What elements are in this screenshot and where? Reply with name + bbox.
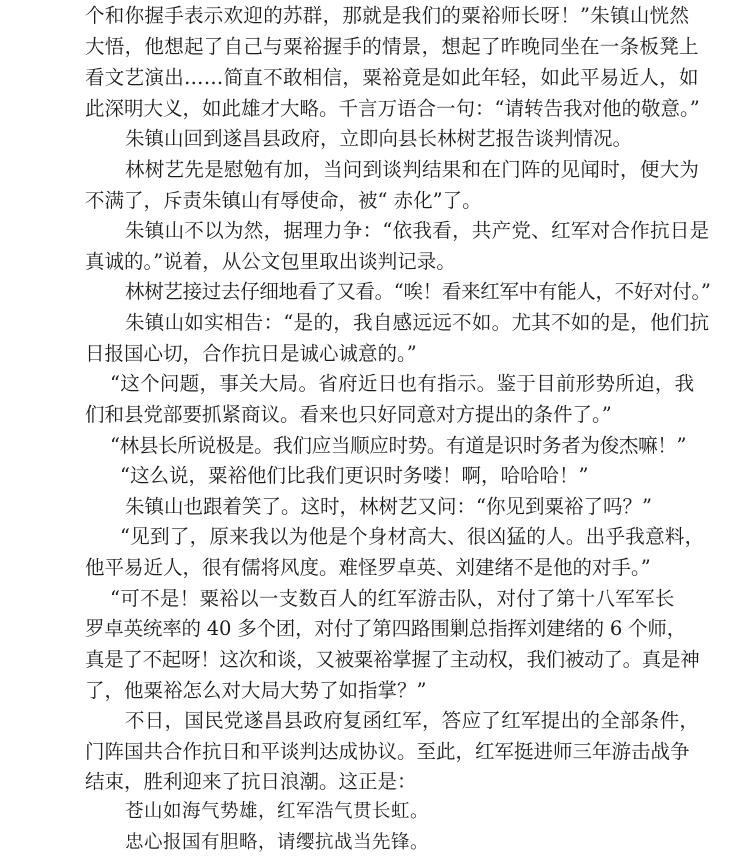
text-line-6: 林树艺先是慰勉有加，当问到谈判结果和在门阵的见闻时，便大为	[125, 158, 700, 181]
text-line-25: 门阵国共合作抗日和平谈判达成协议。至此，红军挺进师三年游击战争	[85, 740, 690, 763]
text-line-15: “林县长所说极是。我们应当顺应时势。有道是识时务者为俊杰嘛！”	[110, 434, 687, 457]
text-line-14: 们和县党部要抓紧商议。看来也只好同意对方提出的条件了。”	[85, 403, 612, 426]
text-line-13: “这个问题，事关大局。省府近日也有指示。鉴于目前形势所迫，我	[110, 372, 695, 395]
text-line-1: 个和你握手表示欢迎的苏群，那就是我们的粟裕师长呀！”朱镇山恍然	[85, 4, 690, 27]
text-line-5: 朱镇山回到遂昌县政府，立即向县长林树艺报告谈判情况。	[125, 127, 633, 150]
text-line-19: 他平易近人，很有儒将风度。难怪罗卓英、刘建绪不是他的对手。”	[85, 556, 651, 579]
text-line-12: 日报国心切，合作抗日是诚心诚意的。”	[85, 342, 417, 365]
text-line-22: 真是了不起呀！这次和谈，又被粟裕掌握了主动权，我们被动了。真是神	[85, 648, 700, 671]
verse-line-1: 苍山如海气势雄，红军浩气贯长虹。	[125, 801, 430, 822]
text-line-7: 不满了，斥责朱镇山有辱使命，被“ 赤化”了。	[85, 189, 482, 212]
verse-line-2: 忠心报国有胆略，请缨抗战当先锋。	[125, 832, 430, 853]
text-line-18: “见到了，原来我以为他是个身材高大、很凶猛的人。出乎我意料，	[120, 525, 705, 548]
text-line-23: 了，他粟裕怎么对大局大势了如指掌？”	[85, 679, 427, 702]
text-line-3: 看文艺演出……简直不敢相信，粟裕竟是如此年轻，如此平易近人，如	[85, 66, 699, 89]
text-line-21: 罗卓英统率的 40 多个团，对付了第四路围剿总指挥刘建绪的 6 个师，	[85, 617, 687, 640]
text-line-20: “可不是！粟裕以一支数百人的红军游击队，对付了第十八军军长	[110, 587, 675, 610]
text-line-10: 林树艺接过去仔细地看了又看。“唉！看来红军中有能人，不好对付。”	[125, 280, 711, 303]
text-line-17: 朱镇山也跟着笑了。这时，林树艺又问：“你见到粟裕了吗？”	[125, 495, 652, 518]
text-line-16: “这么说，粟裕他们比我们更识时务喽！啊，哈哈哈！”	[120, 464, 589, 487]
text-line-24: 不日，国民党遂昌县政府复函红军，答应了红军提出的全部条件，	[125, 709, 700, 732]
text-line-8: 朱镇山不以为然，据理力争：“依我看，共产党、红军对合作抗日是	[125, 219, 710, 242]
text-line-2: 大悟，他想起了自己与粟裕握手的情景，想起了昨晚同坐在一条板凳上	[85, 35, 699, 58]
text-line-9: 真诚的。”说着，从公文包里取出谈判记录。	[85, 250, 456, 273]
text-line-26: 结束，胜利迎来了抗日浪潮。这正是：	[85, 770, 417, 793]
text-line-11: 朱镇山如实相告：“是的，我自感远远不如。尤其不如的是，他们抗	[125, 311, 710, 334]
text-line-4: 此深明大义，如此雄才大略。千言万语合一句：“请转告我对他的敬意。”	[85, 97, 700, 120]
